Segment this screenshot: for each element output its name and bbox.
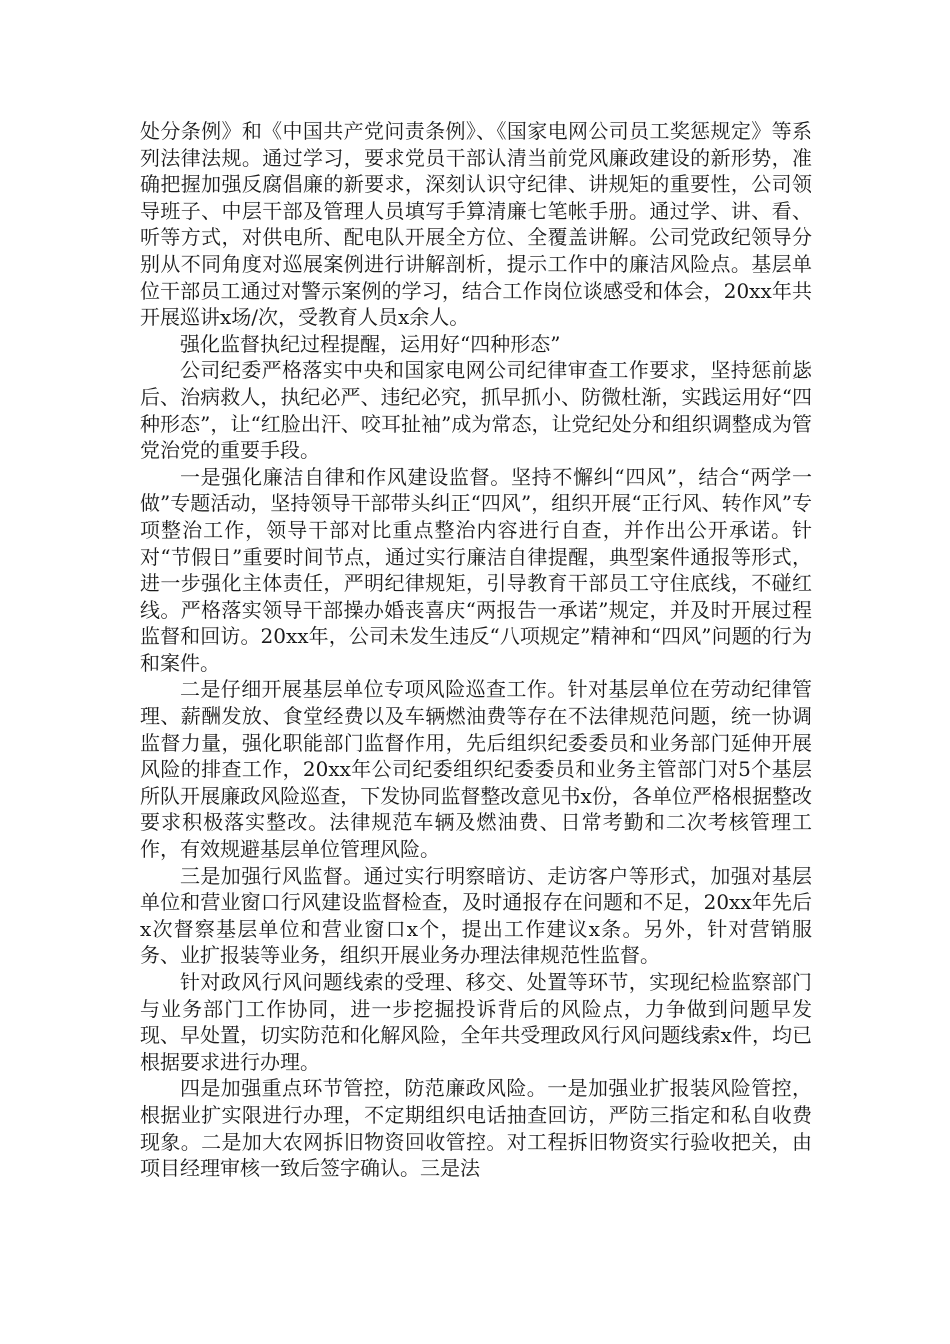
paragraph-4: 一是强化廉洁自律和作风建设监督。坚持不懈纠“四风”，结合“两学一做”专题活动，坚持领导干部带头纠正“四风”，组织开展“正行风、转作风”专项整治工作，领导干部对比重点整治内容进行自查，并作出公开承诺。针对“节假日”重要时间节点，通过实行廉洁自律提醒，典型案件通报等形式，进一步强化主体责任，严明纪律规矩，引导教育干部员工守住底线，不碰红线。严格落实领导干部操办婚丧喜庆“两报告一承诺”规定，并及时开展过程监督和回访。20xx年，公司未发生违反“八项规定”精神和“四风”问题的行为和案件。 [140, 464, 812, 675]
paragraph-1: 处分条例》和《中国共产党问责条例》、《国家电网公司员工奖惩规定》等系列法律法规。通过学习，要求党员干部认清当前党风廉政建设的新形势，准确把握加强反腐倡廉的新要求，深刻认识守纪律、讲规矩的重要性，公司领导班子、中层干部及管理人员填写手算清廉七笔帐手册。通过学、讲、看、听等方式，对供电所、配电队开展全方位、全覆盖讲解。公司党政纪领导分别从不同角度对巡展案例进行讲解剖析，提示工作中的廉洁风险点。基层单位干部员工通过对警示案例的学习，结合工作岗位谈感受和体会，20xx年共开展巡讲x场/次，受教育人员x余人。 [140, 119, 812, 330]
document-body [140, 118, 812, 1182]
paragraph-7: 针对政风行风问题线索的受理、移交、处置等环节，实现纪检监察部门与业务部门工作协同，进一步挖掘投诉背后的风险点，力争做到问题早发现、早处置，切实防范和化解风险，全年共受理政风行风问题线索x件，均已根据要求进行办理。 [140, 970, 812, 1074]
paragraph-2-heading: 强化监督执纪过程提醒，运用好“四种形态” [180, 331, 561, 356]
paragraph-8: 四是加强重点环节管控，防范廉政风险。一是加强业扩报装风险管控，根据业扩实限进行办理，不定期组织电话抽查回访，严防三指定和私自收费现象。二是加大农网拆旧物资回收管控。对工程拆旧物资实行验收把关，由项目经理审核一致后签字确认。三是法 [140, 1076, 812, 1181]
paragraph-5: 二是仔细开展基层单位专项风险巡查工作。针对基层单位在劳动纪律管理、薪酬发放、食堂经费以及车辆燃油费等存在不法律规范问题，统一协调监督力量，强化职能部门监督作用，先后组织纪委委员和业务部门延伸开展风险的排查工作，20xx年公司纪委组织纪委委员和业务主管部门对5个基层所队开展廉政风险巡查，下发协同监督整改意见书x份，各单位严格根据整改要求积极落实整改。法律规范车辆及燃油费、日常考勤和二次考核管理工作，有效规避基层单位管理风险。 [140, 677, 812, 862]
paragraph-6: 三是加强行风监督。通过实行明察暗访、走访客户等形式，加强对基层单位和营业窗口行风建设监督检查，及时通报存在问题和不足，20xx年先后x次督察基层单位和营业窗口x个，提出工作建议x条。另外，针对营销服务、业扩报装等业务，组织开展业务办理法律规范性监督。 [140, 863, 812, 968]
paragraph-3: 公司纪委严格落实中央和国家电网公司纪律审查工作要求，坚持惩前毖后、治病救人，执纪必严、违纪必究，抓早抓小、防微杜渐，实践运用好“四种形态”，让“红脸出汗、咬耳扯袖”成为常态，让党纪处分和组织调整成为管党治党的重要手段。 [140, 358, 812, 463]
